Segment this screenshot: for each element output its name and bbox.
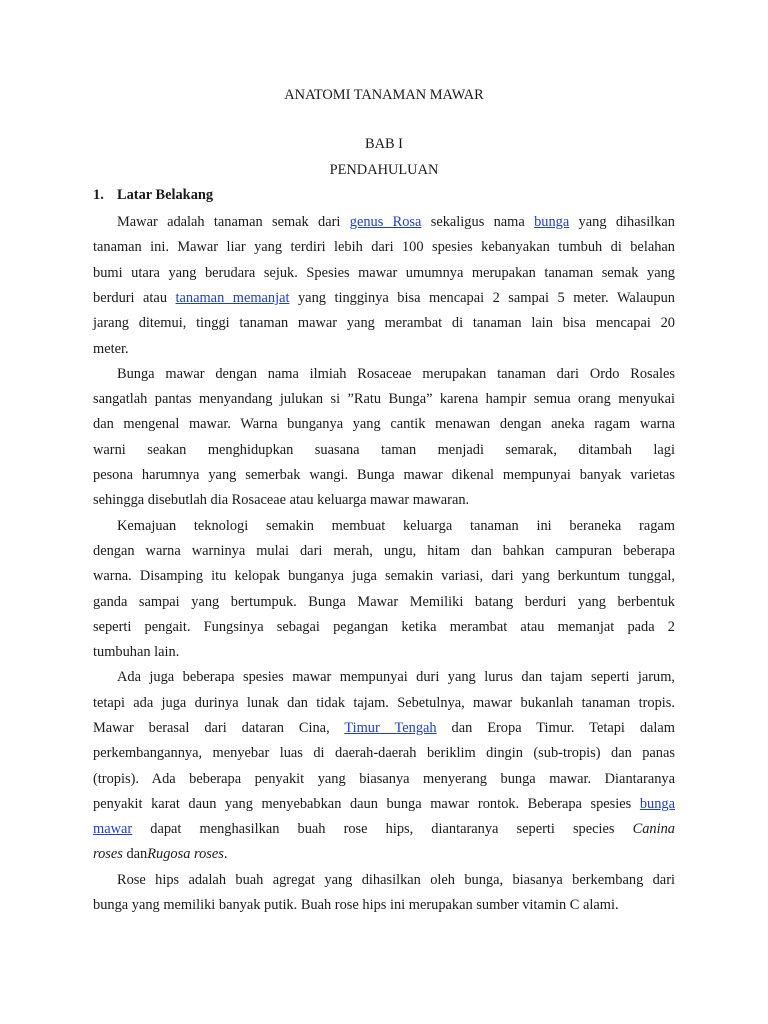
text-segment: seperti pengait. Fungsinya sebagai pegangan ketika merambat atau memanjat pada 2 [93,619,675,635]
paragraph-line [93,642,675,662]
paragraph-line [93,617,675,637]
paragraph-line [93,693,675,713]
chapter-title: PENDAHULUAN [329,162,439,178]
paragraph-line [93,895,675,915]
text-segment: sekaligus nama [421,214,535,230]
paragraph-line [93,718,675,738]
text-segment: Ada juga beberapa spesies mawar mempunyai duri yang lurus dan tajam seperti jarum, [117,669,675,685]
paragraph-line [93,794,675,814]
text-segment: yang dihasilkan [569,214,675,230]
text-segment: . [223,846,228,862]
paragraph-line [93,769,675,789]
text-segment: pesona harumnya yang semerbak wangi. Bunga mawar dikenal mempunyai banyak varietas [93,467,675,483]
text-segment: ganda sampai yang bertumpuk. Bunga Mawar Memiliki batang berduri yang berbentuk [93,594,675,610]
paragraph-line [117,212,675,232]
text-segment: warni seakan menghidupkan suasana taman menjadi semarak, ditambah lagi [93,442,675,458]
hyperlink[interactable]: tanaman memanjat [175,290,290,306]
text-segment: dan mengenal mawar. Warna bunganya yang cantik menawan dengan aneka ragam warna [93,416,675,432]
paragraph-line [117,870,675,890]
paragraph-line [93,844,675,864]
text-segment: sehingga disebutlah dia Rosaceae atau keluarga mawar mawaran. [93,492,470,508]
hyperlink[interactable]: genus Rosa [349,214,422,230]
paragraph-line [93,339,675,359]
paragraph-line [93,440,675,460]
text-segment: Rose hips adalah buah agregat yang dihasilkan oleh bunga, biasanya berkembang dari [117,872,675,888]
italic-text: Canina [632,821,675,837]
paragraph-line [93,263,675,283]
text-segment: tanaman ini. Mawar liar yang terdiri lebih dari 100 spesies kebanyakan tumbuh di belahan [93,239,675,255]
text-segment: penyakit karat daun yang menyebabkan daun bunga mawar rontok. Beberapa spesies [93,796,640,812]
text-segment: tumbuhan lain. [93,644,180,660]
text-segment: meter. [93,341,129,357]
paragraph-line [93,288,675,308]
hyperlink[interactable]: bunga [639,796,675,812]
text-segment: Bunga mawar dengan nama ilmiah Rosaceae merupakan tanaman dari Ordo Rosales [117,366,675,382]
text-segment: bunga yang memiliki banyak putik. Buah rose hips ini merupakan sumber vitamin C alami. [93,897,619,913]
text-segment: Kemajuan teknologi semakin membuat keluarga tanaman ini beraneka ragam [117,518,675,534]
text-segment: yang tingginya bisa mencapai 2 sampai 5 meter. Walaupun [289,290,675,306]
text-segment: jarang ditemui, tinggi tanaman mawar yang merambat di tanaman lain bisa mencapai 20 [93,315,675,331]
text-segment: dengan warna warninya mulai dari merah, ungu, hitam dan bahkan campuran beberapa [93,543,675,559]
paragraph-line [93,819,675,839]
paragraph-line [93,414,675,434]
section-number: 1. [93,187,104,203]
paragraph-line [93,592,675,612]
paragraph-line [93,389,675,409]
document-title: ANATOMI TANAMAN MAWAR [284,87,484,103]
paragraph-line [93,237,675,257]
paragraph-line [93,465,675,485]
italic-text: roses [93,846,123,862]
text-segment: Mawar adalah tanaman semak dari [117,214,350,230]
paragraph-line [117,516,675,536]
paragraph-line [93,566,675,586]
text-segment: bumi utara yang berudara sejuk. Spesies mawar umumnya merupakan tanaman semak yang [93,265,675,281]
text-segment: dapat menghasilkan buah rose hips, diantaranya seperti species [132,821,633,837]
hyperlink[interactable]: mawar [93,821,133,837]
text-segment: Mawar berasal dari dataran Cina, [93,720,345,736]
text-segment: dan Eropa Timur. Tetapi dalam [436,720,675,736]
paragraph-line [117,667,675,687]
text-segment: sangatlah pantas menyandang julukan si ”Ratu Bunga” karena hampir semua orang menyukai [93,391,675,407]
section-heading [93,187,213,204]
text-segment: dan [122,846,148,862]
text-segment: (tropis). Ada beberapa penyakit yang biasanya menyerang bunga mawar. Diantaranya [93,771,675,787]
paragraph-line [117,364,675,384]
paragraph-line [93,541,675,561]
paragraph-line [93,490,675,510]
text-segment: berduri atau [93,290,176,306]
hyperlink[interactable]: Timur Tengah [344,720,437,736]
text-segment: tetapi ada juga durinya lunak dan tidak tajam. Sebetulnya, mawar bukanlah tanaman tropis. [93,695,675,711]
italic-text: Rugosa roses [147,846,224,862]
text-segment: perkembangannya, menyebar luas di daerah-daerah beriklim dingin (sub-tropis) dan panas [93,745,675,761]
text-segment: warna. Disamping itu kelopak bunganya juga semakin variasi, dari yang berkuntum tunggal, [93,568,675,584]
hyperlink[interactable]: bunga [534,214,570,230]
paragraph-line [93,313,675,333]
paragraph-line [93,743,675,763]
section-label: Latar Belakang [117,187,214,203]
chapter-number: BAB I [365,136,403,152]
